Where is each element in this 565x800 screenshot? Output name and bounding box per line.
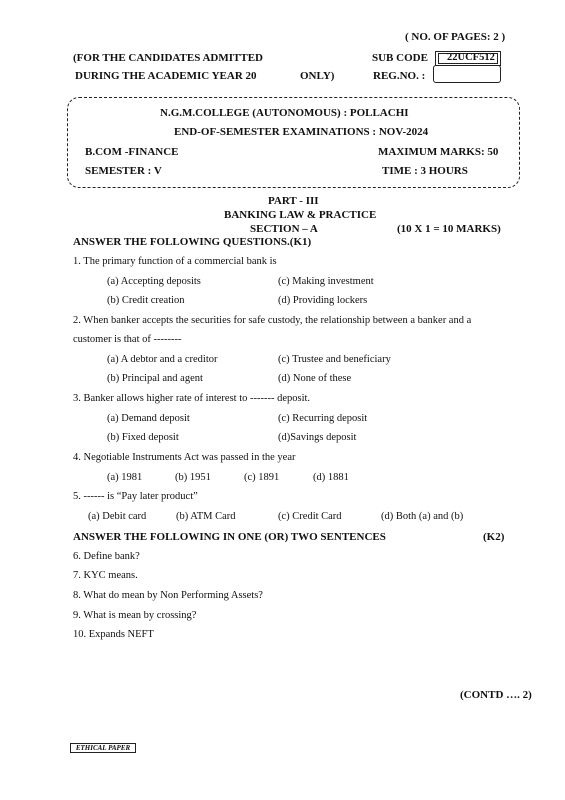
reg-no-label: REG.NO. : [373, 70, 426, 82]
q3-option-d: (d)Savings deposit [278, 432, 357, 443]
only-label: ONLY) [300, 70, 335, 82]
subject-title: BANKING LAW & PRACTICE [224, 209, 377, 221]
question-9: 9. What is mean by crossing? [73, 610, 197, 621]
question-10: 10. Expands NEFT [73, 629, 154, 640]
semester: SEMESTER : V [85, 165, 162, 177]
q5-option-a: (a) Debit card [88, 511, 147, 522]
q1-option-c: (c) Making investment [278, 276, 374, 287]
sub-code-value: 22UCF512 [447, 52, 495, 63]
question-3: 3. Banker allows higher rate of interest to ------- deposit. [73, 393, 311, 404]
question-4: 4. Negotiable Instruments Act was passed in the year [73, 452, 296, 463]
q2-option-a: (a) A debtor and a creditor [107, 354, 218, 365]
q2-option-b: (b) Principal and agent [107, 373, 203, 384]
q5-option-b: (b) ATM Card [176, 511, 236, 522]
max-marks: MAXIMUM MARKS: 50 [378, 146, 499, 158]
q1-option-b: (b) Credit creation [107, 295, 185, 306]
question-8: 8. What do mean by Non Performing Assets? [73, 590, 263, 601]
part-heading: PART - III [268, 195, 319, 207]
q2-option-c: (c) Trustee and beneficiary [278, 354, 391, 365]
q5-option-c: (c) Credit Card [278, 511, 342, 522]
q2-option-d: (d) None of these [278, 373, 352, 384]
instruction-k2: ANSWER THE FOLLOWING IN ONE (OR) TWO SENTENCES [73, 531, 386, 543]
marks-scheme: (10 X 1 = 10 MARKS) [397, 223, 501, 235]
candidates-line-1: (FOR THE CANDIDATES ADMITTED [73, 52, 263, 64]
section-heading: SECTION – A [250, 223, 318, 235]
exam-title: END-OF-SEMESTER EXAMINATIONS : NOV-2024 [174, 126, 429, 138]
q3-option-c: (c) Recurring deposit [278, 413, 368, 424]
q5-option-d: (d) Both (a) and (b) [381, 511, 464, 522]
instruction-k1: ANSWER THE FOLLOWING QUESTIONS.(K1) [73, 236, 312, 248]
q4-option-c: (c) 1891 [244, 472, 280, 483]
question-5: 5. ------ is “Pay later product” [73, 491, 198, 502]
q3-option-b: (b) Fixed deposit [107, 432, 179, 443]
continued-note: (CONTD …. 2) [460, 689, 532, 701]
ethical-paper-tag: ETHICAL PAPER [70, 743, 136, 753]
sub-code-label: SUB CODE [372, 52, 428, 64]
q4-option-a: (a) 1981 [107, 472, 143, 483]
question-2-line-2: customer is that of -------- [73, 334, 182, 345]
q1-option-d: (d) Providing lockers [278, 295, 368, 306]
reg-no-box [433, 65, 501, 83]
question-1: 1. The primary function of a commercial bank is [73, 256, 277, 267]
q4-option-d: (d) 1881 [313, 472, 349, 483]
page-count: ( NO. OF PAGES: 2 ) [405, 31, 506, 43]
question-7: 7. KYC means. [73, 570, 138, 581]
question-2-line-1: 2. When banker accepts the securities for safe custody, the relationship between a banker and a [73, 315, 472, 326]
college-name: N.G.M.COLLEGE (AUTONOMOUS) : POLLACHI [160, 107, 409, 119]
q3-option-a: (a) Demand deposit [107, 413, 190, 424]
course-name: B.COM -FINANCE [85, 146, 179, 158]
k2-level: (K2) [483, 531, 505, 543]
exam-time: TIME : 3 HOURS [382, 165, 468, 177]
q1-option-a: (a) Accepting deposits [107, 276, 201, 287]
question-6: 6. Define bank? [73, 551, 140, 562]
q4-option-b: (b) 1951 [175, 472, 211, 483]
candidates-line-2: DURING THE ACADEMIC YEAR 20 [75, 70, 257, 82]
